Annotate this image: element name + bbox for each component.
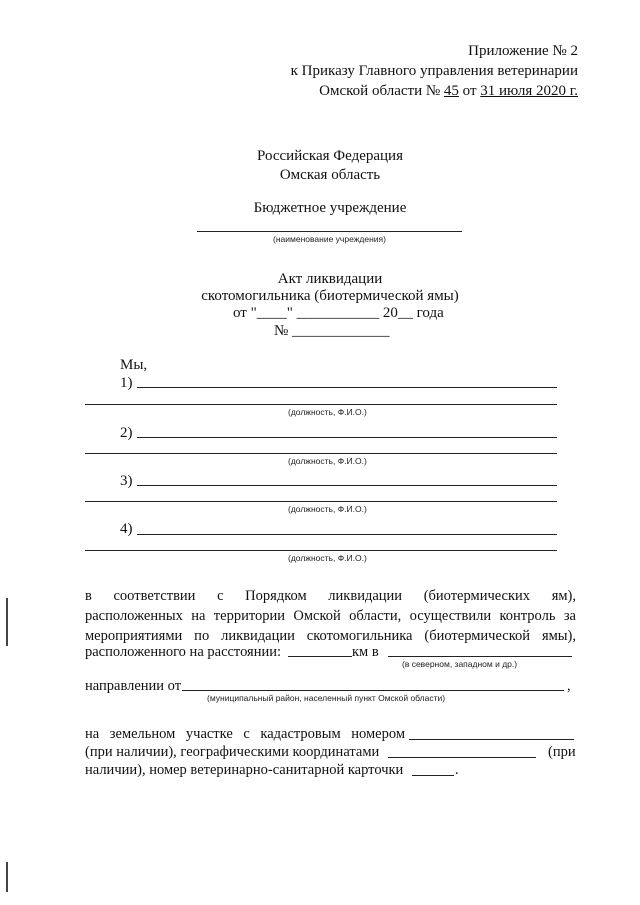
institution-label: Бюджетное учреждение [253,200,407,216]
member-hint: (должность, Ф.И.О.) [288,456,367,466]
coords-suffix: (при [548,744,576,760]
region-name: Омская область [279,167,381,183]
body-line: в соответствии с Порядком ликвидации (биотермических ям), [85,588,576,604]
card-number-field[interactable] [412,775,454,776]
appendix-order-details [319,82,578,100]
comma: , [567,678,571,694]
member-hint: (должность, Ф.И.О.) [288,504,367,514]
member-number: 4) [120,521,133,537]
card-period: . [455,762,459,778]
member-field-4b[interactable] [85,550,557,551]
institution-hint: (наименование учреждения) [273,234,386,244]
members-intro: Мы, [120,357,148,373]
member-field-2b[interactable] [85,453,557,454]
order-middle: от [458,83,481,99]
member-field-3a[interactable] [137,485,557,486]
order-date: 31 июля 2020 г. [480,83,578,99]
member-number: 2) [120,425,133,441]
act-title: Акт ликвидации [277,271,383,287]
order-prefix: Омской области № [319,83,444,99]
settlement-field[interactable] [182,690,564,691]
act-subtitle: скотомогильника (биотермической ямы) [201,288,459,304]
member-field-3b[interactable] [85,501,557,502]
member-field-2a[interactable] [137,437,557,438]
distance-field[interactable] [288,656,352,657]
member-number: 1) [120,375,133,391]
coords-label: (при наличии), географическими координатами [85,744,380,760]
appendix-order-ref: к Приказу Главного управления ветеринарии [290,63,578,79]
km-label: км в [352,644,379,660]
institution-name-field[interactable] [197,231,462,232]
member-number: 3) [120,473,133,489]
member-field-1b[interactable] [85,404,557,405]
cadastral-label: на земельном участке с кадастровым номером [85,726,405,742]
scan-mark [6,598,8,646]
member-hint: (должность, Ф.И.О.) [288,407,367,417]
country-name: Российская Федерация [257,148,403,164]
body-line: расположенных на территории Омской области, осуществили контроль за [85,608,576,624]
card-label: наличии), номер ветеринарно-санитарной карточки [85,762,404,778]
body-line: мероприятиями по ликвидации скотомогильника (биотермической ямы), [85,628,576,644]
member-field-1a[interactable] [137,387,557,388]
settlement-hint: (муниципальный район, населенный пункт Омской области) [207,693,446,703]
appendix-title: Приложение № 2 [468,43,578,59]
direction-hint: (в северном, западном и др.) [402,659,518,669]
cadastral-field[interactable] [409,739,574,740]
act-date-line[interactable]: от "____" ___________ 20__ года [233,305,444,321]
act-number-line[interactable]: № _____________ [274,323,390,339]
distance-label: расположенного на расстоянии: [85,644,282,660]
scan-mark [6,862,8,892]
order-number: 45 [443,83,459,99]
member-field-4a[interactable] [137,534,557,535]
direction-from-label: направлении от [85,678,182,694]
coords-field[interactable] [388,757,536,758]
direction-field[interactable] [388,656,572,657]
member-hint: (должность, Ф.И.О.) [288,553,367,563]
